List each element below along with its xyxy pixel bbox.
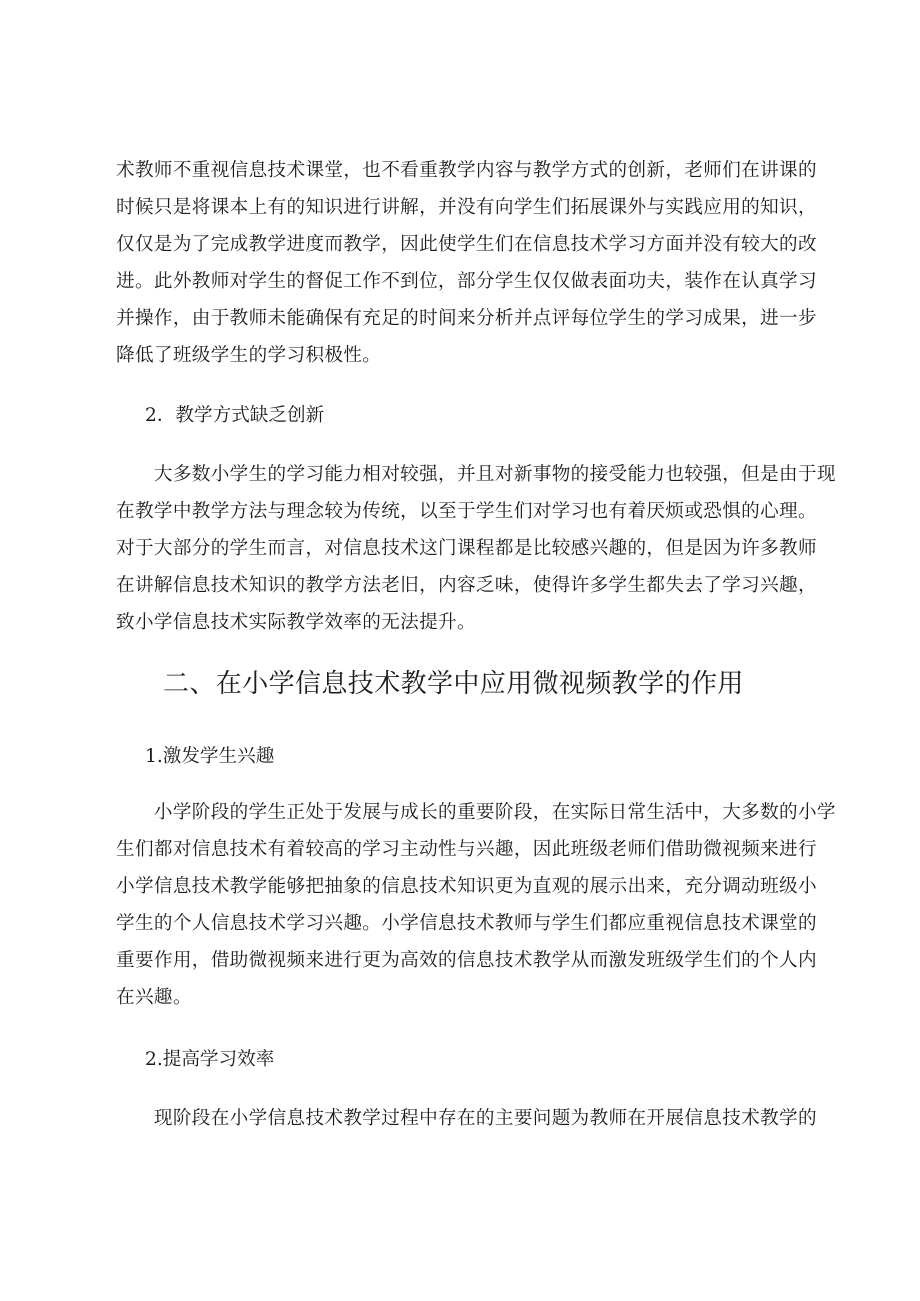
- text-line: 生们都对信息技术有着较高的学习主动性与兴趣，因此班级老师们借助微视频来进行: [116, 839, 817, 860]
- subsection-heading: 1.激发学生兴趣: [145, 746, 275, 767]
- body-paragraph: [116, 456, 836, 641]
- text-line: 在兴趣。: [116, 987, 192, 1008]
- section-heading: 二、在小学信息技术教学中应用微视频教学的作用: [163, 669, 744, 699]
- text-line: 现阶段在小学信息技术教学过程中存在的主要问题为教师在开展信息技术教学的: [116, 1108, 817, 1129]
- text-line: 并操作，由于教师未能确保有充足的时间来分析并点评每位学生的学习成果，进一步: [116, 308, 817, 329]
- text-line: 在教学中教学方法与理念较为传统，以至于学生们对学习也有着厌烦或恐惧的心理。: [116, 501, 817, 522]
- body-paragraph: [116, 152, 817, 374]
- text-line: 小学阶段的学生正处于发展与成长的重要阶段，在实际日常生活中，大多数的小学: [116, 802, 836, 823]
- text-line: 小学信息技术教学能够把抽象的信息技术知识更为直观的展示出来，充分调动班级小: [116, 876, 817, 897]
- text-line: 术教师不重视信息技术课堂，也不看重教学内容与教学方式的创新，老师们在讲课的: [116, 160, 817, 181]
- body-paragraph: [116, 1100, 817, 1137]
- text-line: 对于大部分的学生而言，对信息技术这门课程都是比较感兴趣的，但是因为许多教师: [116, 538, 817, 559]
- text-line: 进。此外教师对学生的督促工作不到位，部分学生仅仅做表面功夫，装作在认真学习: [116, 271, 817, 292]
- text-line: 时候只是将课本上有的知识进行讲解，并没有向学生们拓展课外与实践应用的知识，: [116, 197, 817, 218]
- body-paragraph: [116, 794, 836, 1016]
- text-line: 仅仅是为了完成教学进度而教学，因此使学生们在信息技术学习方面并没有较大的改: [116, 234, 817, 255]
- text-line: 大多数小学生的学习能力相对较强，并且对新事物的接受能力也较强，但是由于现: [116, 464, 836, 485]
- text-line: 降低了班级学生的学习积极性。: [116, 345, 382, 366]
- text-line: 致小学信息技术实际教学效率的无法提升。: [116, 612, 476, 633]
- subsection-heading: 2.提高学习效率: [145, 1049, 275, 1070]
- text-line: 重要作用，借助微视频来进行更为高效的信息技术教学从而激发班级学生们的个人内: [116, 950, 817, 971]
- subsection-heading: 2．教学方式缺乏创新: [145, 405, 325, 426]
- text-line: 学生的个人信息技术学习兴趣。小学信息技术教师与学生们都应重视信息技术课堂的: [116, 913, 817, 934]
- text-line: 在讲解信息技术知识的教学方法老旧，内容乏味，使得许多学生都失去了学习兴趣，: [116, 575, 817, 596]
